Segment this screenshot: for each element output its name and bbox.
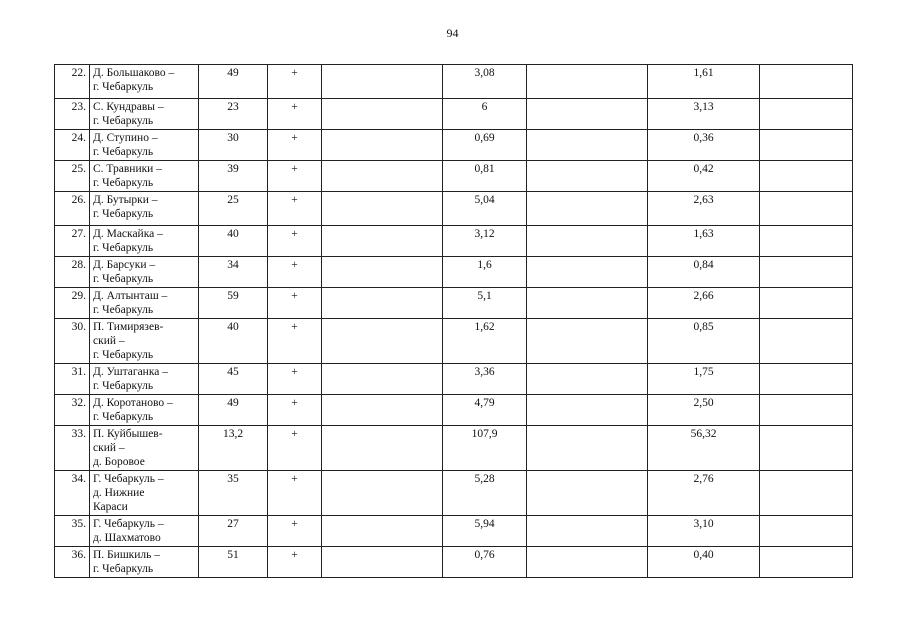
empty-cell	[527, 471, 648, 516]
empty-cell	[527, 99, 648, 130]
table-row	[55, 364, 853, 395]
route-name: Д. Алтынташ – г. Чебаркуль	[90, 288, 199, 319]
empty-cell	[322, 99, 443, 130]
empty-cell	[527, 226, 648, 257]
value-column-2: 2,76	[648, 471, 760, 516]
value-column-2: 3,10	[648, 516, 760, 547]
empty-cell	[527, 257, 648, 288]
empty-cell	[527, 288, 648, 319]
value-column-1: 6	[443, 99, 527, 130]
availability-mark: +	[268, 426, 322, 471]
page-number: 94	[446, 26, 459, 40]
empty-cell	[527, 161, 648, 192]
row-number: 30.	[55, 319, 90, 364]
empty-cell	[322, 516, 443, 547]
empty-cell	[760, 161, 853, 192]
route-name: Г. Чебаркуль – д. Нижние Караси	[90, 471, 199, 516]
route-name: Г. Чебаркуль – д. Шахматово	[90, 516, 199, 547]
route-name: Д. Бутырки – г. Чебаркуль	[90, 192, 199, 226]
route-length: 40	[199, 319, 268, 364]
route-name: С. Кундравы – г. Чебаркуль	[90, 99, 199, 130]
route-name: Д. Большаково – г. Чебаркуль	[90, 65, 199, 99]
empty-cell	[760, 192, 853, 226]
empty-cell	[322, 65, 443, 99]
availability-mark: +	[268, 99, 322, 130]
route-name: Д. Коротаново – г. Чебаркуль	[90, 395, 199, 426]
empty-cell	[527, 364, 648, 395]
route-length: 23	[199, 99, 268, 130]
route-table	[54, 64, 853, 578]
table-row	[55, 516, 853, 547]
table-row	[55, 161, 853, 192]
value-column-1: 1,6	[443, 257, 527, 288]
row-number: 22.	[55, 65, 90, 99]
row-number: 32.	[55, 395, 90, 426]
empty-cell	[322, 547, 443, 578]
availability-mark: +	[268, 130, 322, 161]
table-row	[55, 130, 853, 161]
value-column-1: 0,81	[443, 161, 527, 192]
empty-cell	[322, 395, 443, 426]
route-length: 51	[199, 547, 268, 578]
row-number: 31.	[55, 364, 90, 395]
row-number: 28.	[55, 257, 90, 288]
value-column-2: 2,50	[648, 395, 760, 426]
value-column-2: 0,85	[648, 319, 760, 364]
empty-cell	[527, 516, 648, 547]
empty-cell	[760, 395, 853, 426]
route-length: 39	[199, 161, 268, 192]
route-length: 35	[199, 471, 268, 516]
route-name: П. Куйбышев- ский – д. Боровое	[90, 426, 199, 471]
availability-mark: +	[268, 547, 322, 578]
route-length: 49	[199, 65, 268, 99]
table-row	[55, 319, 853, 364]
table-row	[55, 288, 853, 319]
value-column-1: 0,69	[443, 130, 527, 161]
value-column-2: 2,63	[648, 192, 760, 226]
empty-cell	[322, 426, 443, 471]
row-number: 36.	[55, 547, 90, 578]
row-number: 27.	[55, 226, 90, 257]
empty-cell	[760, 364, 853, 395]
route-name: С. Травники – г. Чебаркуль	[90, 161, 199, 192]
empty-cell	[322, 130, 443, 161]
value-column-1: 107,9	[443, 426, 527, 471]
table-row	[55, 547, 853, 578]
empty-cell	[760, 226, 853, 257]
route-length: 27	[199, 516, 268, 547]
value-column-2: 0,36	[648, 130, 760, 161]
row-number: 29.	[55, 288, 90, 319]
empty-cell	[760, 130, 853, 161]
row-number: 23.	[55, 99, 90, 130]
row-number: 33.	[55, 426, 90, 471]
route-name: Д. Уштаганка – г. Чебаркуль	[90, 364, 199, 395]
route-name: Д. Барсуки – г. Чебаркуль	[90, 257, 199, 288]
value-column-2: 0,40	[648, 547, 760, 578]
route-length: 13,2	[199, 426, 268, 471]
value-column-1: 3,12	[443, 226, 527, 257]
empty-cell	[527, 130, 648, 161]
empty-cell	[760, 426, 853, 471]
empty-cell	[527, 426, 648, 471]
value-column-2: 2,66	[648, 288, 760, 319]
table-row	[55, 257, 853, 288]
empty-cell	[527, 319, 648, 364]
table-row	[55, 65, 853, 99]
value-column-2: 1,61	[648, 65, 760, 99]
empty-cell	[760, 65, 853, 99]
value-column-1: 1,62	[443, 319, 527, 364]
empty-cell	[760, 516, 853, 547]
empty-cell	[760, 257, 853, 288]
table-body	[55, 65, 853, 578]
value-column-1: 5,94	[443, 516, 527, 547]
route-length: 30	[199, 130, 268, 161]
empty-cell	[760, 288, 853, 319]
table-row	[55, 471, 853, 516]
empty-cell	[322, 161, 443, 192]
table-row	[55, 226, 853, 257]
empty-cell	[322, 192, 443, 226]
route-name: П. Бишкиль – г. Чебаркуль	[90, 547, 199, 578]
empty-cell	[527, 192, 648, 226]
value-column-1: 5,04	[443, 192, 527, 226]
empty-cell	[527, 547, 648, 578]
value-column-1: 3,36	[443, 364, 527, 395]
value-column-2: 56,32	[648, 426, 760, 471]
availability-mark: +	[268, 364, 322, 395]
table-row	[55, 192, 853, 226]
route-length: 34	[199, 257, 268, 288]
route-length: 25	[199, 192, 268, 226]
empty-cell	[527, 65, 648, 99]
value-column-1: 0,76	[443, 547, 527, 578]
empty-cell	[322, 319, 443, 364]
availability-mark: +	[268, 395, 322, 426]
value-column-2: 3,13	[648, 99, 760, 130]
empty-cell	[322, 288, 443, 319]
route-name: Д. Ступино – г. Чебаркуль	[90, 130, 199, 161]
route-name: Д. Маскайка – г. Чебаркуль	[90, 226, 199, 257]
row-number: 35.	[55, 516, 90, 547]
value-column-2: 0,84	[648, 257, 760, 288]
availability-mark: +	[268, 257, 322, 288]
value-column-1: 4,79	[443, 395, 527, 426]
row-number: 26.	[55, 192, 90, 226]
empty-cell	[322, 364, 443, 395]
row-number: 24.	[55, 130, 90, 161]
route-length: 40	[199, 226, 268, 257]
availability-mark: +	[268, 192, 322, 226]
availability-mark: +	[268, 226, 322, 257]
availability-mark: +	[268, 65, 322, 99]
route-length: 49	[199, 395, 268, 426]
route-length: 45	[199, 364, 268, 395]
value-column-2: 0,42	[648, 161, 760, 192]
row-number: 25.	[55, 161, 90, 192]
availability-mark: +	[268, 516, 322, 547]
availability-mark: +	[268, 161, 322, 192]
route-length: 59	[199, 288, 268, 319]
row-number: 34.	[55, 471, 90, 516]
empty-cell	[760, 471, 853, 516]
table-row	[55, 426, 853, 471]
route-name: П. Тимирязев- ский – г. Чебаркуль	[90, 319, 199, 364]
value-column-1: 5,28	[443, 471, 527, 516]
empty-cell	[322, 257, 443, 288]
empty-cell	[527, 395, 648, 426]
table-row	[55, 99, 853, 130]
value-column-1: 5,1	[443, 288, 527, 319]
value-column-2: 1,75	[648, 364, 760, 395]
table-row	[55, 395, 853, 426]
availability-mark: +	[268, 319, 322, 364]
empty-cell	[760, 319, 853, 364]
value-column-1: 3,08	[443, 65, 527, 99]
empty-cell	[760, 547, 853, 578]
empty-cell	[760, 99, 853, 130]
empty-cell	[322, 226, 443, 257]
empty-cell	[322, 471, 443, 516]
availability-mark: +	[268, 288, 322, 319]
availability-mark: +	[268, 471, 322, 516]
value-column-2: 1,63	[648, 226, 760, 257]
